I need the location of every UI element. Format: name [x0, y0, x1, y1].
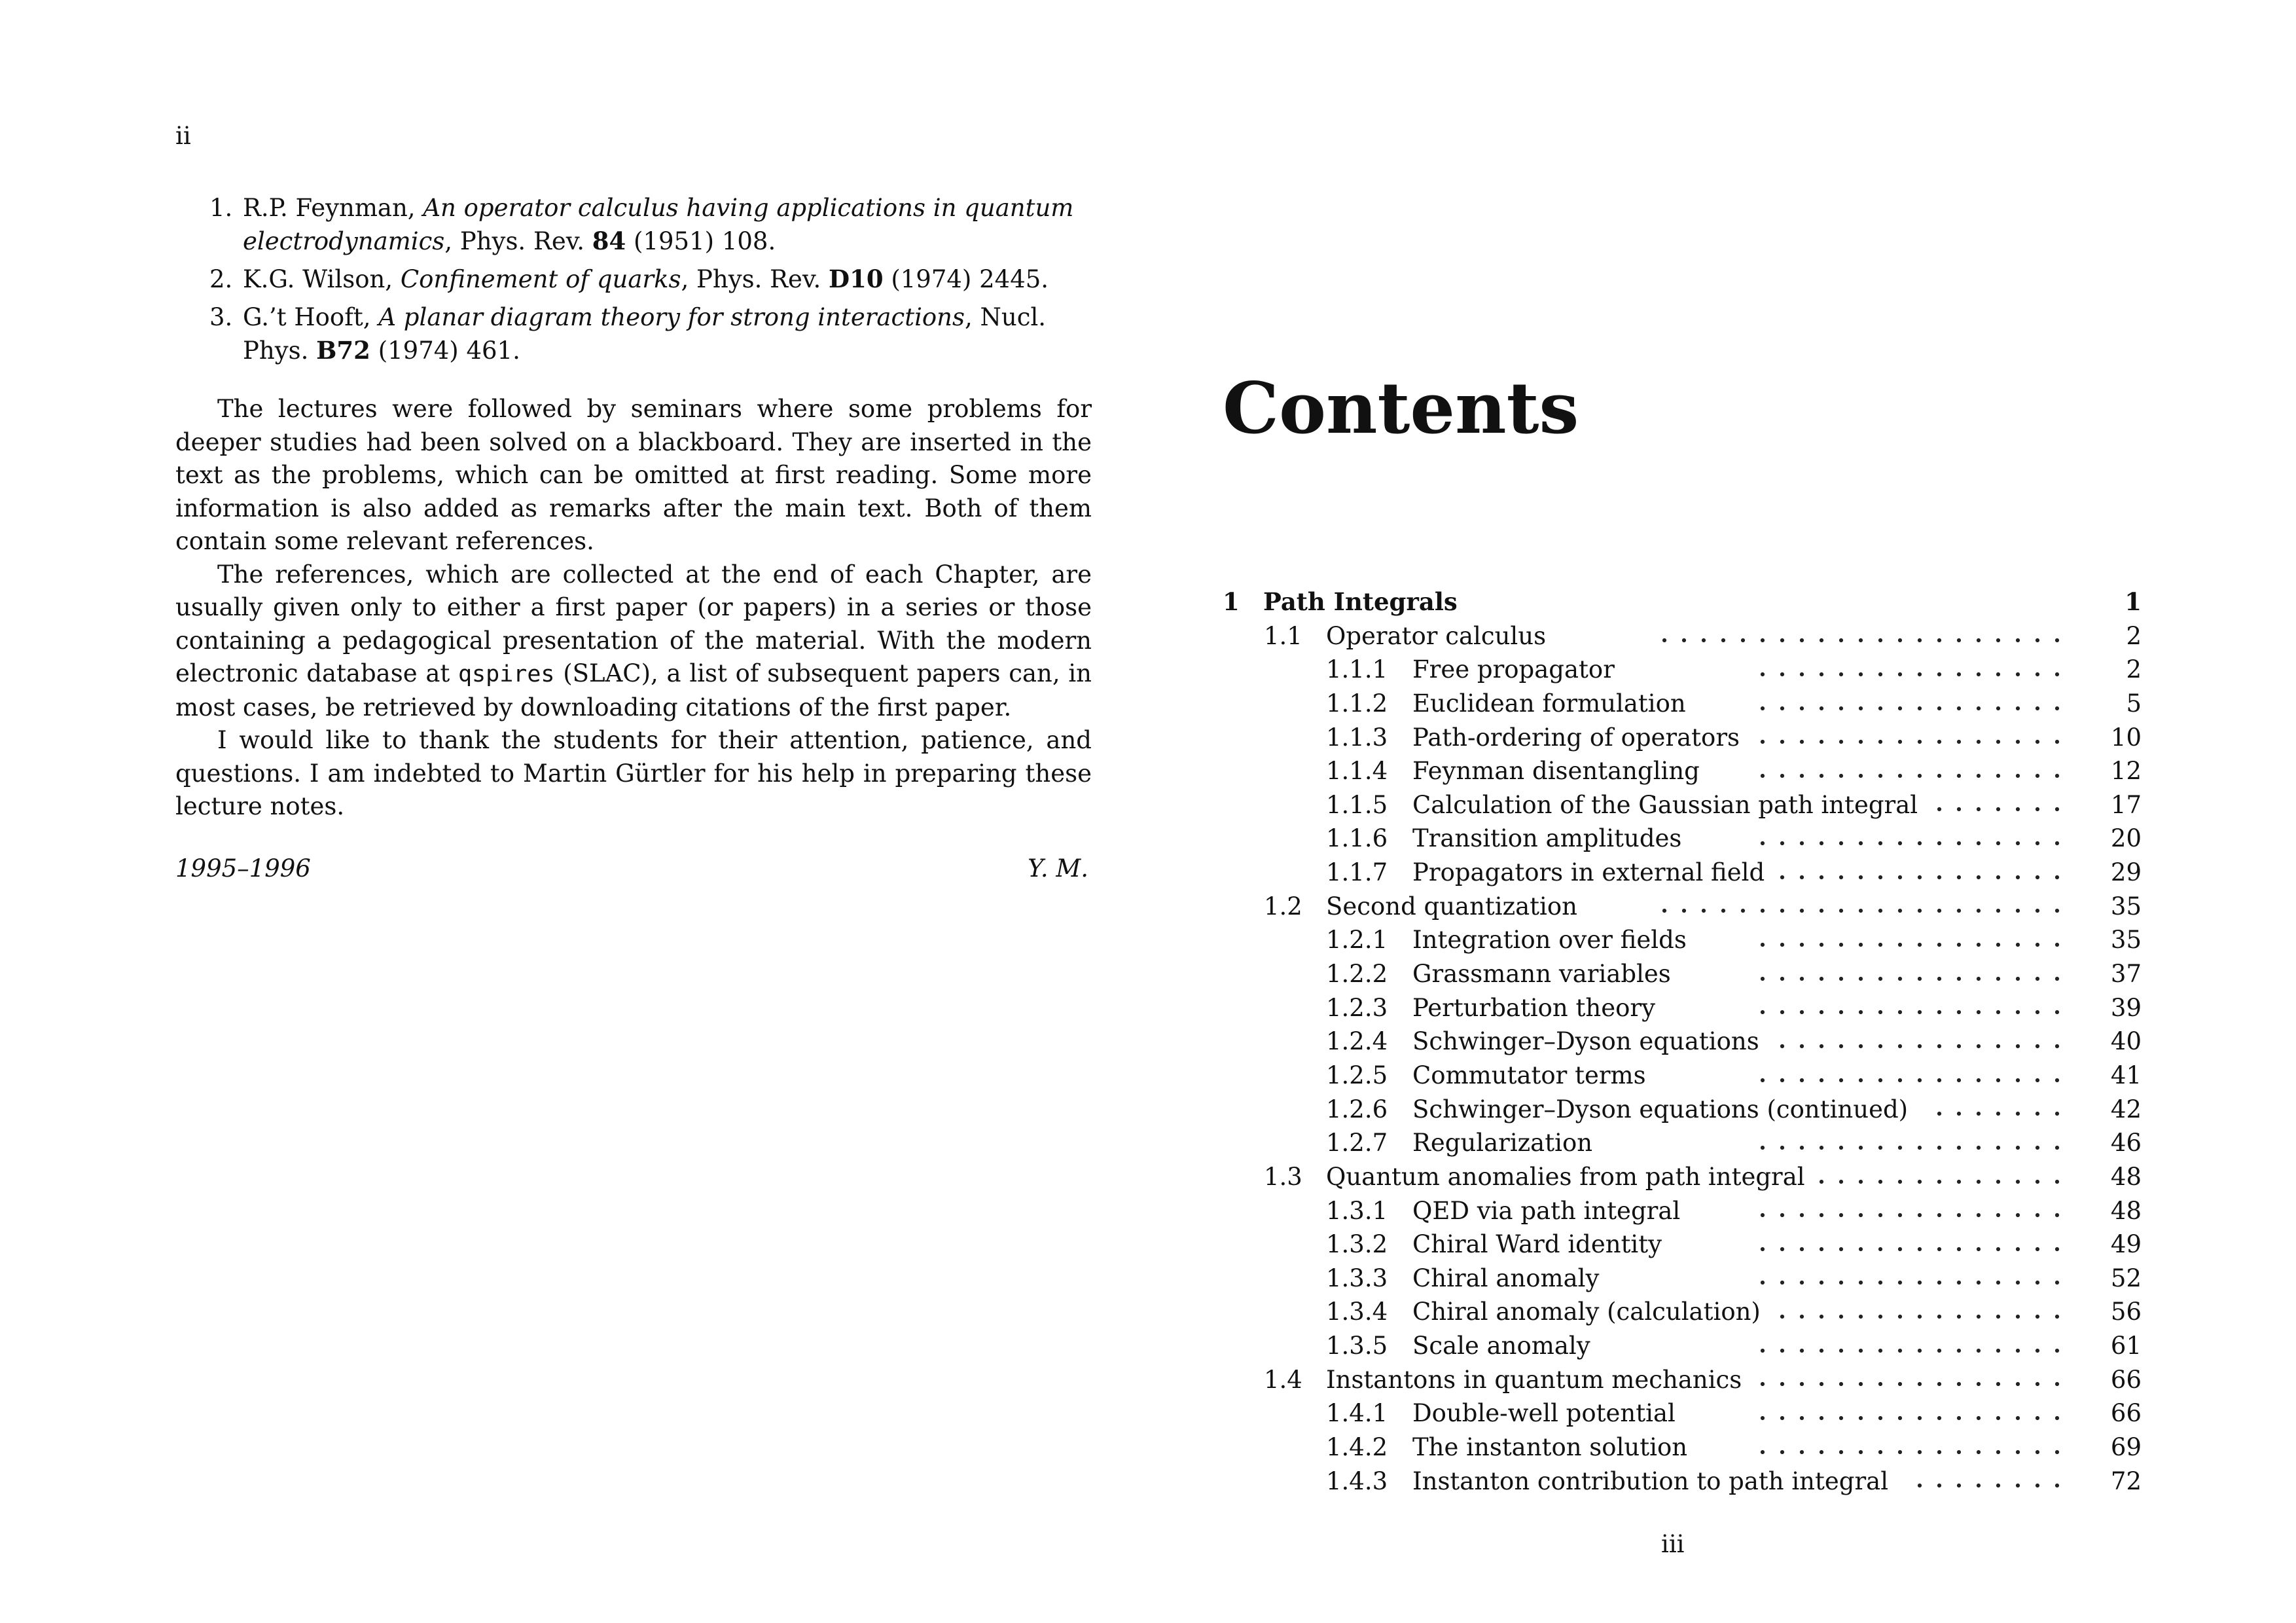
toc-title: Transition amplitudes	[1412, 824, 1682, 853]
toc-entry-subsection[interactable]	[1223, 1025, 2142, 1059]
toc-title: Schwinger–Dyson equations	[1412, 1027, 1759, 1056]
author-initials: Y. M.	[1028, 854, 1088, 883]
toc-leader-dots	[1779, 856, 2067, 890]
toc-title: Grassmann variables	[1412, 960, 1671, 989]
reference-journal: , Phys. Rev.	[681, 265, 821, 293]
toc-number: 1.1.7	[1326, 858, 1388, 887]
toc-number: 1.1.2	[1326, 689, 1388, 718]
toc-entry-subsection[interactable]	[1223, 687, 2142, 721]
toc-entry-chapter[interactable]	[1223, 585, 2142, 619]
toc-leader-dots	[1756, 1363, 2067, 1397]
toc-leader-dots	[1749, 653, 2067, 687]
toc-page-number: 10	[2110, 723, 2142, 752]
toc-title: Calculation of the Gaussian path integral	[1412, 790, 1918, 819]
reference-item	[175, 301, 1092, 367]
toc-leader-dots	[1903, 1465, 2067, 1499]
reference-author: G.’t Hooft,	[243, 303, 371, 331]
toc-page-number: 40	[2110, 1027, 2142, 1056]
toc-entry-subsection[interactable]	[1223, 1431, 2142, 1465]
toc-leader-dots	[1754, 721, 2067, 755]
toc-leader-dots	[1749, 687, 2067, 721]
toc-number: 1.4.3	[1326, 1467, 1388, 1495]
toc-number: 1.2.7	[1326, 1129, 1388, 1158]
toc-entry-subsection[interactable]	[1223, 754, 2142, 788]
toc-number: 1.2.5	[1326, 1061, 1388, 1089]
toc-leader-dots	[1749, 991, 2067, 1025]
toc-leader-dots	[1932, 788, 2067, 822]
toc-title: Chiral anomaly	[1412, 1264, 1600, 1292]
toc-page-number: 56	[2110, 1298, 2142, 1326]
contents-heading: Contents	[1223, 367, 1579, 450]
toc-entry-subsection[interactable]	[1223, 1262, 2142, 1296]
toc-number: 1.1.6	[1326, 824, 1388, 853]
paragraph-thanks: I would like to thank the students for their attention, patience, and questions. I am indebted to Martin Gürtler for his help in preparing these lecture notes.	[175, 726, 1092, 820]
preface-text	[175, 393, 1092, 824]
toc-page-number: 48	[2110, 1162, 2142, 1191]
toc-leader-dots	[1749, 1228, 2067, 1262]
toc-number: 1.3	[1264, 1162, 1302, 1191]
toc-leader-dots	[1749, 1262, 2067, 1296]
toc-page-number: 12	[2110, 757, 2142, 786]
toc-entry-subsection[interactable]	[1223, 1295, 2142, 1329]
reference-details: (1951) 108.	[634, 227, 776, 255]
toc-number: 1.3.4	[1326, 1298, 1388, 1326]
toc-page-number: 42	[2110, 1095, 2142, 1123]
toc-page-number: 17	[2110, 790, 2142, 819]
toc-leader-dots	[1749, 754, 2067, 788]
toc-title: QED via path integral	[1412, 1196, 1681, 1225]
toc-page-number: 1	[2125, 587, 2142, 616]
toc-page-number: 5	[2126, 689, 2142, 718]
toc-entry-subsection[interactable]	[1223, 1396, 2142, 1431]
toc-number: 1.1.3	[1326, 723, 1388, 752]
toc-title: Instanton contribution to path integral	[1412, 1467, 1889, 1495]
paragraph-references-text: The references, which are collected at the end of each Chapter, are usually given only to either a first paper (or papers) in a series or those containing a pedagogical presentation of the material. With the modern electronic database at	[175, 560, 1092, 687]
toc-title: Regularization	[1412, 1129, 1593, 1158]
table-of-contents	[1223, 585, 2142, 1498]
toc-title: Schwinger–Dyson equations (continued)	[1412, 1095, 1909, 1123]
toc-page-number: 66	[2110, 1399, 2142, 1428]
toc-page-number: 2	[2126, 621, 2142, 650]
toc-leader-dots	[1660, 619, 2067, 653]
reference-item	[175, 191, 1092, 258]
toc-page-number: 41	[2110, 1061, 2142, 1089]
toc-title: The instanton solution	[1412, 1433, 1688, 1462]
toc-title: Chiral anomaly (calculation)	[1412, 1298, 1761, 1326]
toc-leader-dots	[1774, 1025, 2067, 1059]
toc-page-number: 29	[2110, 858, 2142, 887]
toc-entry-subsection[interactable]	[1223, 721, 2142, 755]
reference-title: An operator calculus having applications in quantum electrodynamics	[243, 194, 1074, 255]
toc-number: 1.4.1	[1326, 1399, 1388, 1428]
toc-leader-dots	[1749, 822, 2067, 856]
paragraph-references-text-end: (SLAC), a list of subsequent papers can, in most cases, be retrieved by downloading citations of the first paper.	[175, 659, 1092, 721]
toc-page-number: 69	[2110, 1433, 2142, 1462]
toc-title: Second quantization	[1326, 892, 1577, 921]
toc-leader-dots	[1749, 923, 2067, 957]
toc-leader-dots	[1820, 1160, 2067, 1194]
toc-number: 1.3.1	[1326, 1196, 1388, 1225]
toc-title: Propagators in external field	[1412, 858, 1765, 887]
toc-page-number: 35	[2110, 926, 2142, 955]
page-number-right: iii	[1661, 1530, 1685, 1558]
toc-title: Feynman disentangling	[1412, 757, 1700, 786]
toc-entry-section[interactable]	[1223, 619, 2142, 653]
toc-entry-subsection[interactable]	[1223, 1059, 2142, 1093]
toc-number: 1.4.2	[1326, 1433, 1388, 1462]
toc-number: 1.2	[1264, 892, 1302, 921]
toc-number: 1.4	[1264, 1365, 1302, 1394]
toc-title: Quantum anomalies from path integral	[1326, 1162, 1805, 1191]
toc-entry-subsection[interactable]	[1223, 1228, 2142, 1262]
toc-title: Commutator terms	[1412, 1061, 1646, 1089]
database-name: qspires	[457, 661, 555, 687]
reference-title: A planar diagram theory for strong interactions	[378, 303, 965, 331]
toc-leader-dots	[1660, 890, 2067, 924]
reference-volume: B72	[316, 336, 370, 365]
toc-page-number: 48	[2110, 1196, 2142, 1225]
reference-number: 2.	[209, 265, 233, 293]
paragraph-seminars: The lectures were followed by seminars where some problems for deeper studies had been solved on a blackboard. They are inserted in the text as the problems, which can be omitted at first reading. Some more information is also added as remarks after the main text. Both of them contain some relevant references.	[175, 395, 1092, 555]
toc-title: Path Integrals	[1263, 587, 1458, 616]
reference-title: Confinement of quarks	[400, 265, 681, 293]
toc-entry-subsection[interactable]	[1223, 788, 2142, 822]
toc-entry-section[interactable]	[1223, 1363, 2142, 1397]
reference-volume: 84	[592, 227, 626, 255]
toc-number: 1.2.1	[1326, 926, 1388, 955]
toc-number: 1.3.2	[1326, 1230, 1388, 1259]
paragraph-references	[175, 558, 1092, 725]
toc-page-number: 49	[2110, 1230, 2142, 1259]
toc-page-number: 35	[2110, 892, 2142, 921]
toc-leader-dots	[1749, 1059, 2067, 1093]
reference-journal: , Nucl. Phys.	[243, 303, 1047, 365]
toc-title: Free propagator	[1412, 655, 1615, 684]
toc-number: 1.1	[1264, 621, 1302, 650]
toc-number: 1.3.3	[1326, 1264, 1388, 1292]
toc-number: 1.2.3	[1326, 993, 1388, 1022]
toc-title: Euclidean formulation	[1412, 689, 1686, 718]
toc-page-number: 37	[2110, 960, 2142, 989]
toc-leader-dots	[1749, 1431, 2067, 1465]
toc-leader-dots	[1775, 1295, 2067, 1329]
toc-page-number: 61	[2110, 1332, 2142, 1360]
toc-leader-dots	[1749, 1126, 2067, 1160]
reference-volume: D10	[828, 264, 884, 293]
toc-leader-dots	[1922, 1093, 2067, 1127]
toc-entry-subsection[interactable]	[1223, 1126, 2142, 1160]
toc-leader-dots	[1749, 957, 2067, 991]
reference-item	[175, 263, 1092, 296]
toc-title: Path-ordering of operators	[1412, 723, 1740, 752]
toc-title: Operator calculus	[1326, 621, 1547, 650]
toc-title: Chiral Ward identity	[1412, 1230, 1662, 1259]
toc-entry-subsection[interactable]	[1223, 923, 2142, 957]
toc-number: 1.2.4	[1326, 1027, 1388, 1056]
reference-author: R.P. Feynman,	[243, 194, 416, 222]
toc-entry-subsection[interactable]	[1223, 1465, 2142, 1499]
toc-entry-subsection[interactable]	[1223, 1194, 2142, 1228]
reference-number: 3.	[209, 303, 233, 331]
reference-details: (1974) 2445.	[891, 265, 1049, 293]
page-number-left: ii	[175, 122, 191, 150]
toc-title: Scale anomaly	[1412, 1332, 1590, 1360]
toc-entry-subsection[interactable]	[1223, 856, 2142, 890]
toc-leader-dots	[1749, 1329, 2067, 1363]
toc-entry-section[interactable]	[1223, 890, 2142, 924]
toc-entry-subsection[interactable]	[1223, 1093, 2142, 1127]
toc-title: Perturbation theory	[1412, 993, 1655, 1022]
toc-number: 1.2.6	[1326, 1095, 1388, 1123]
toc-number: 1.1.5	[1326, 790, 1388, 819]
toc-number: 1.2.2	[1326, 960, 1388, 989]
reference-journal: , Phys. Rev.	[444, 227, 584, 255]
toc-page-number: 66	[2110, 1365, 2142, 1394]
toc-page-number: 2	[2126, 655, 2142, 684]
toc-number: 1.3.5	[1326, 1332, 1388, 1360]
toc-leader-dots	[1749, 1396, 2067, 1431]
toc-page-number: 46	[2110, 1129, 2142, 1158]
toc-entry-section[interactable]	[1223, 1160, 2142, 1194]
reference-author: K.G. Wilson,	[243, 265, 393, 293]
toc-page-number: 20	[2110, 824, 2142, 853]
toc-entry-subsection[interactable]	[1223, 822, 2142, 856]
toc-entry-subsection[interactable]	[1223, 991, 2142, 1025]
toc-page-number: 52	[2110, 1264, 2142, 1292]
reference-details: (1974) 461.	[378, 337, 520, 365]
preface-date: 1995–1996	[175, 854, 311, 883]
toc-page-number: 72	[2110, 1467, 2142, 1495]
toc-number: 1.1.4	[1326, 757, 1388, 786]
toc-entry-subsection[interactable]	[1223, 1329, 2142, 1363]
toc-page-number: 39	[2110, 993, 2142, 1022]
toc-entry-subsection[interactable]	[1223, 653, 2142, 687]
toc-number: 1	[1223, 587, 1240, 616]
reference-number: 1.	[209, 194, 233, 222]
reference-list	[175, 191, 1092, 372]
toc-title: Integration over fields	[1412, 926, 1687, 955]
toc-number: 1.1.1	[1326, 655, 1388, 684]
toc-title: Instantons in quantum mechanics	[1326, 1365, 1742, 1394]
toc-title: Double-well potential	[1412, 1399, 1676, 1428]
toc-entry-subsection[interactable]	[1223, 957, 2142, 991]
toc-leader-dots	[1749, 1194, 2067, 1228]
